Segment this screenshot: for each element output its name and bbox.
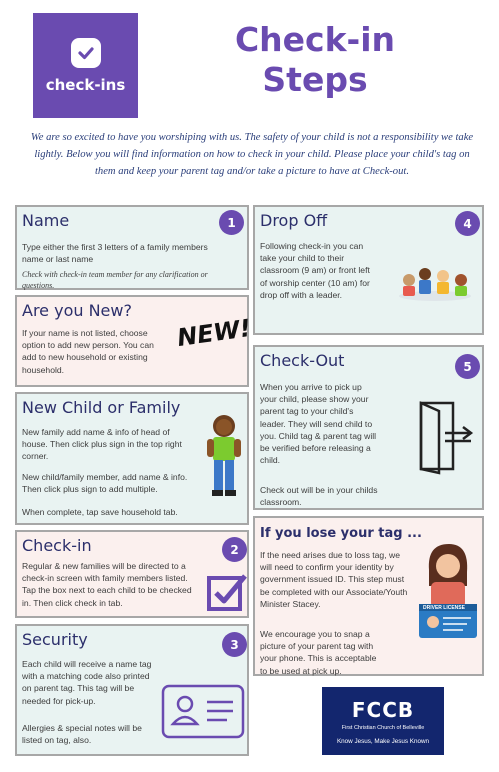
lost-tag-text-2: We encourage you to snap a picture of your parent tag with your phone. This is acceptable to be used at pick up. xyxy=(260,629,377,676)
license-label: DRIVER LICENSE xyxy=(423,605,465,611)
checkout-card xyxy=(253,345,484,510)
checkout-heading: Check-Out xyxy=(260,351,345,370)
intro-paragraph: We are so excited to have you worshiping with us. The safety of your child is not a responsibility we take lightly. Below you will find information on how to check in your child. Please place your child's tag on them and keep your parent tag and/or take a picture to have at Check-out. xyxy=(30,132,474,177)
lost-tag-card xyxy=(253,516,484,676)
name-card xyxy=(15,205,249,290)
family-text-3: When complete, tap save household tab. xyxy=(22,507,178,517)
step-number-3: 3 xyxy=(222,632,247,657)
family-text-2: New child/family member, add name & info. Then click plus sign to add multiple. xyxy=(22,472,188,495)
dropoff-text: Following check-in you can take your child to their classroom (9 am) or front left of worship center (10 am) for drop off with a leader. xyxy=(260,241,370,300)
family-card xyxy=(15,392,249,525)
checkin-card xyxy=(15,530,249,618)
lost-tag-heading: If you lose your tag ... xyxy=(260,526,422,541)
new-text: If your name is not listed, choose option to add new person. You can add to new household or existing household. xyxy=(22,328,154,375)
check-ins-logo xyxy=(33,13,138,118)
lost-tag-text-1: If the need arises due to loss tag, we will need to confirm your identity by government issued ID. This step must be completed with our Associate/Youth Minister Stacey. xyxy=(260,550,408,609)
child-illustration xyxy=(203,412,245,500)
church-tagline: Know Jesus, Make Jesus Known xyxy=(336,737,430,745)
step-number-4: 4 xyxy=(455,211,480,236)
church-logo xyxy=(322,687,444,755)
church-mark: FCCB xyxy=(351,697,415,722)
checkmark-icon xyxy=(71,38,101,68)
security-text-2: Allergies & special notes will be listed on tag, also. xyxy=(22,723,142,746)
children-illustration xyxy=(395,262,475,302)
person-with-license-illustration xyxy=(415,538,481,648)
church-name: First Christian Church of Belleville xyxy=(341,724,425,731)
family-heading: New Child or Family xyxy=(22,398,181,417)
security-heading: Security xyxy=(22,630,88,649)
exit-door-icon xyxy=(417,399,477,475)
step-number-1: 1 xyxy=(219,210,244,235)
step-number-5: 5 xyxy=(455,354,480,379)
checkout-text-1: When you arrive to pick up your child, please show your parent tag to your child's leader. They will send child to you. Child tag & parent tag will be verified before releasing a child. xyxy=(260,382,377,466)
dropoff-card xyxy=(253,205,484,335)
checkin-heading: Check-in xyxy=(22,536,92,555)
name-heading: Name xyxy=(22,211,70,230)
security-text-1: Each child will receive a name tag with a matching code also printed on parent tag. This tag will be needed for pick-up. xyxy=(22,659,152,706)
new-card xyxy=(15,295,253,387)
logo-text: check-ins xyxy=(45,75,126,94)
security-card xyxy=(15,624,249,756)
dropoff-heading: Drop Off xyxy=(260,211,328,230)
name-note: Check with check-in team member for any clarification or questions. xyxy=(22,270,208,290)
new-heading: Are you New? xyxy=(22,301,132,320)
checkbox-icon xyxy=(206,572,248,612)
id-card-icon xyxy=(161,684,245,739)
family-text-1: New family add name & info of head of house. Then click plus sign in the top right corner. xyxy=(22,427,182,462)
checkout-text-2: Check out will be in your childs classroom. xyxy=(260,485,378,508)
step-number-2: 2 xyxy=(222,537,247,562)
name-text: Type either the first 3 letters of a family members name or last name xyxy=(22,242,208,265)
checkin-text: Regular & new families will be directed to a check-in screen with family members listed. Tap the box next to each child to be checked in. Then click check in tab. xyxy=(22,561,192,608)
page-title: Check-in Steps xyxy=(234,20,396,99)
new-badge: NEW! xyxy=(175,313,253,353)
